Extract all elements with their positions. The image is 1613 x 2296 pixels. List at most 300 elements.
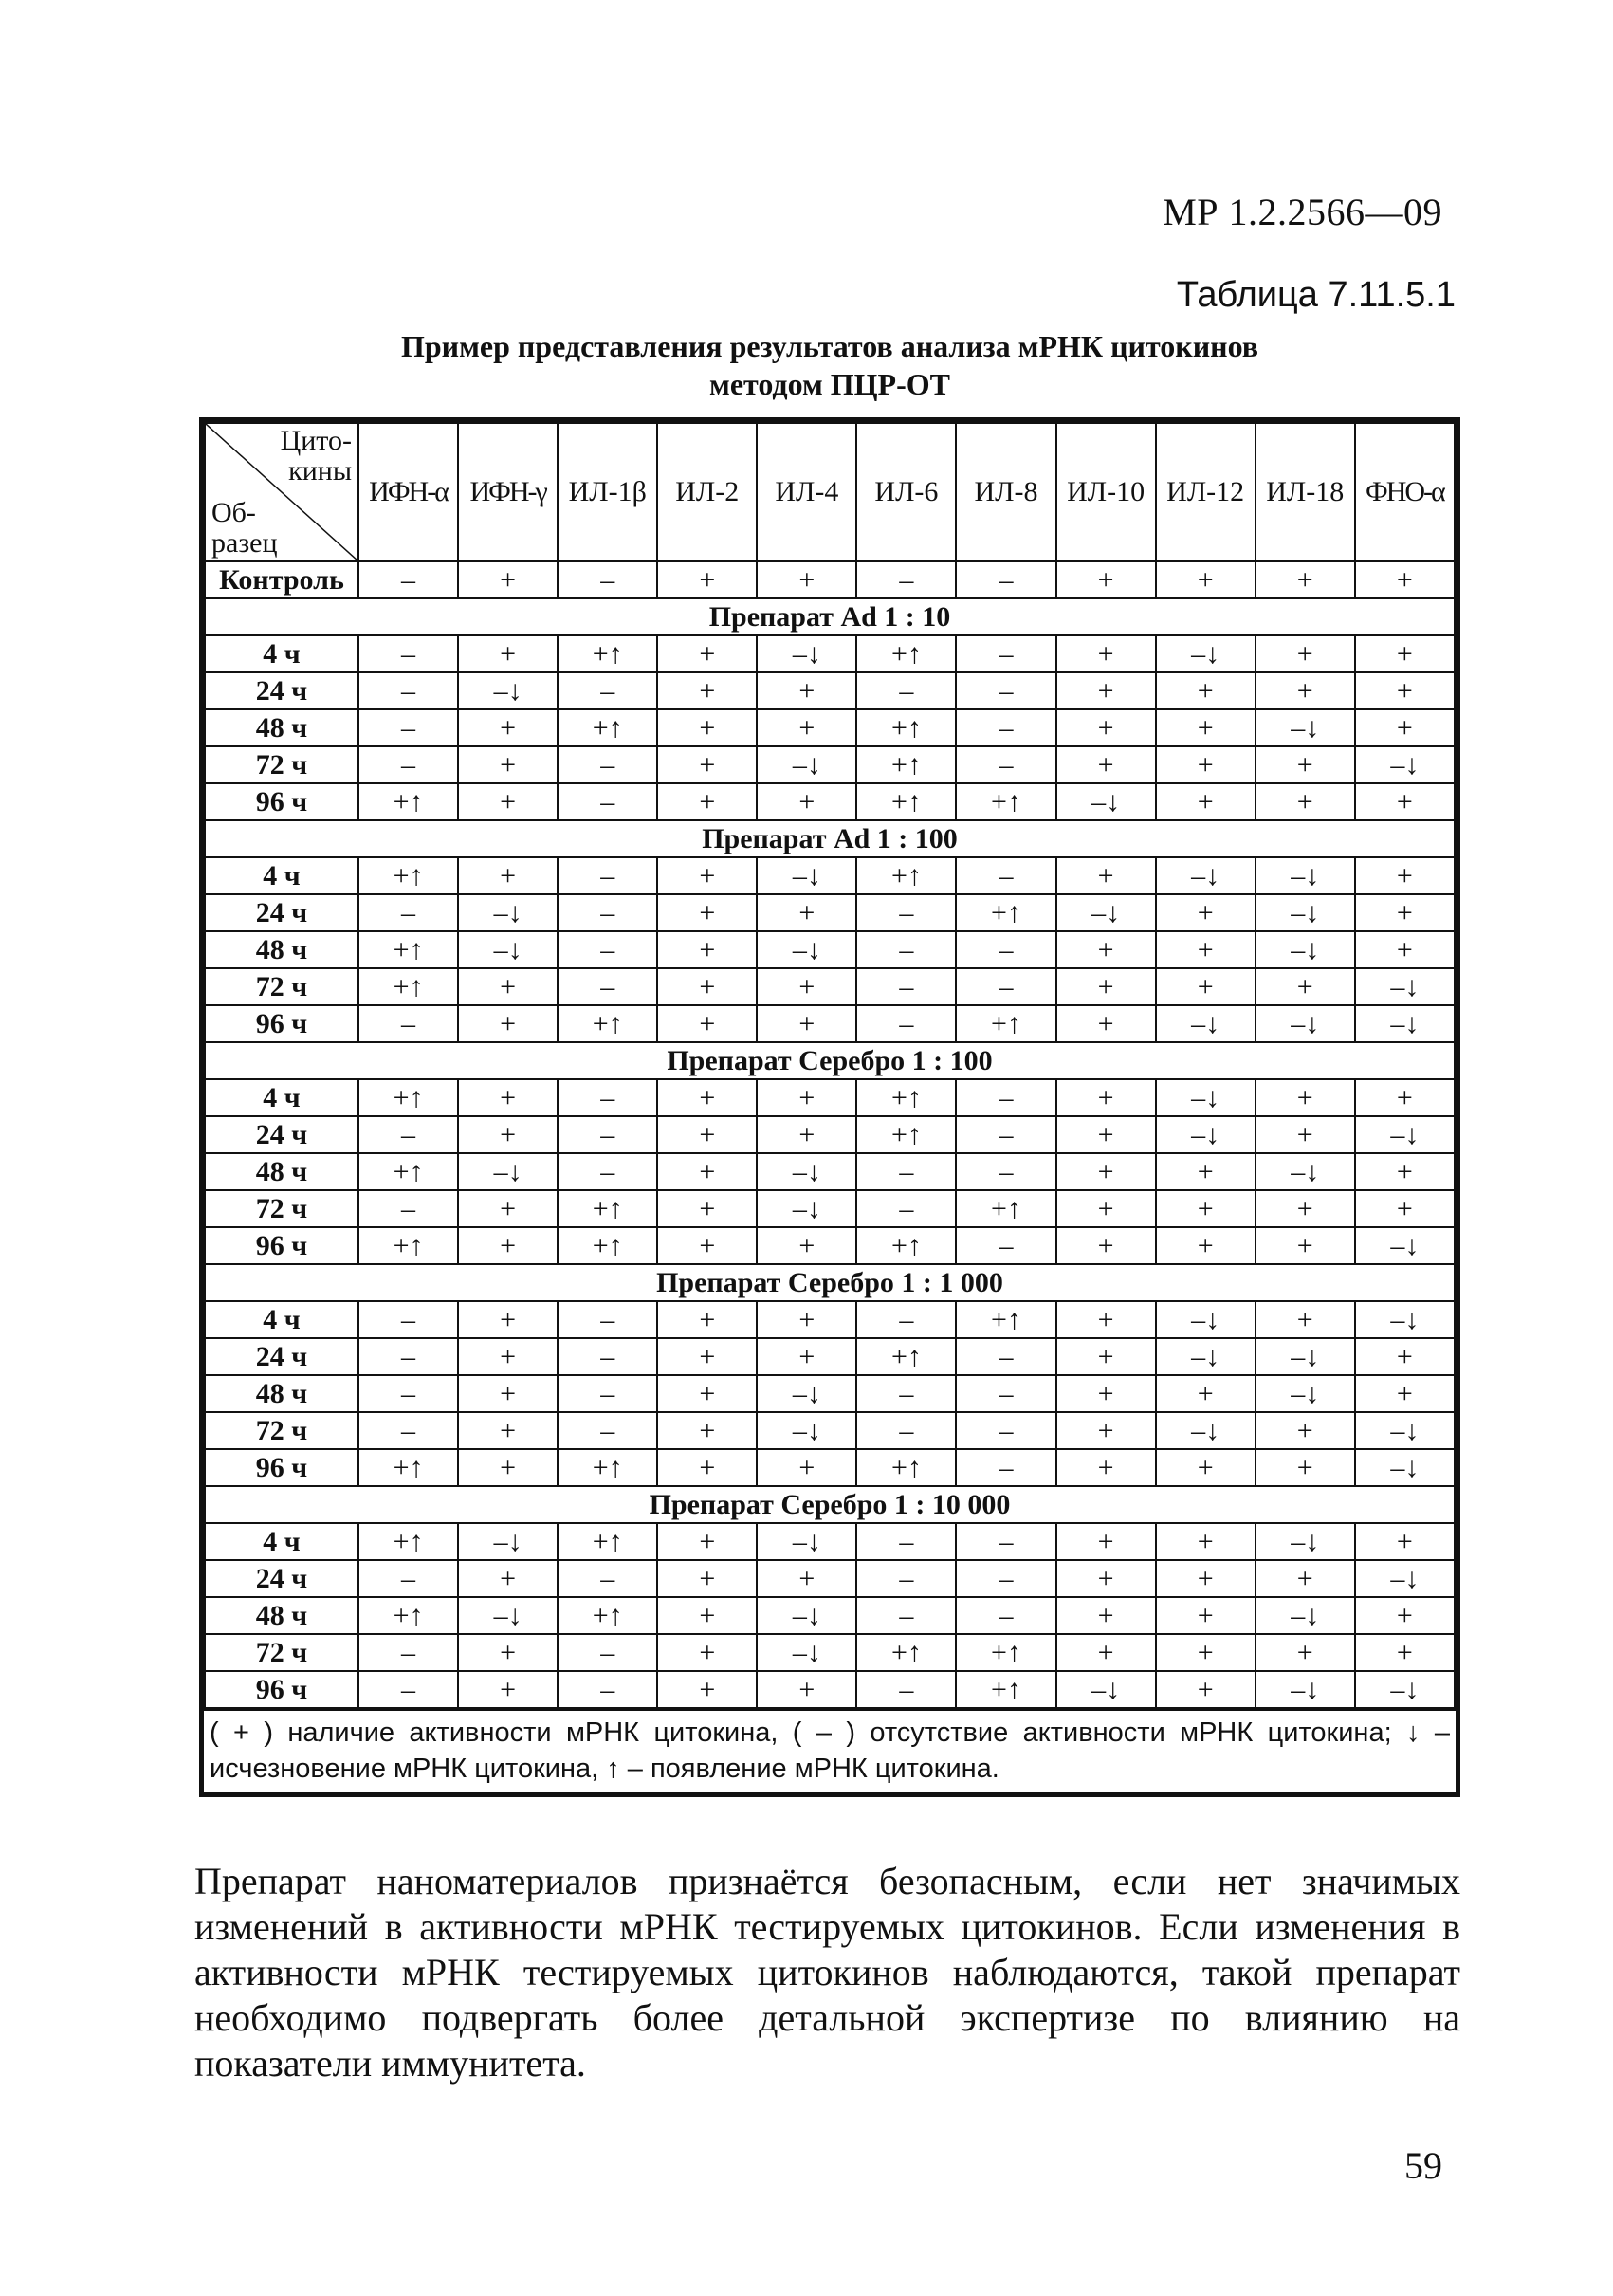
table-cell: – [856,1153,956,1190]
table-cell: + [1355,1079,1455,1116]
row-label: 48 ч [205,931,358,968]
table-cell: –↓ [1256,1153,1355,1190]
table-cell: – [956,709,1055,746]
table-cell: + [657,709,757,746]
table-cell: –↓ [1256,1671,1355,1708]
table-cell: + [1156,1523,1256,1560]
table-cell: –↓ [458,894,558,931]
table-cell: + [757,783,856,820]
row-label: 96 ч [205,783,358,820]
table-cell: + [1056,1412,1156,1449]
table-cell: +↑ [856,1338,956,1375]
table-cell: + [1156,672,1256,709]
table-cell: + [1156,709,1256,746]
table-cell: +↑ [358,1227,458,1264]
table-cell: – [856,1412,956,1449]
cytokine-data-table [204,422,1456,1709]
table-cell: + [1256,635,1355,672]
table-cell: – [558,968,657,1005]
table-cell: + [1056,1116,1156,1153]
table-cell: +↑ [956,783,1055,820]
table-cell: – [558,1560,657,1597]
table-cell: +↑ [358,1597,458,1634]
table-cell: + [757,709,856,746]
table-cell: –↓ [1256,709,1355,746]
column-header: ФНО-α [1355,423,1455,561]
table-cell: – [358,1190,458,1227]
table-row [205,857,1455,894]
table-cell: + [757,561,856,598]
table-cell: + [1355,1523,1455,1560]
table-cell: +↑ [558,1597,657,1634]
table-cell: – [358,1634,458,1671]
group-title: Препарат Ad 1 : 10 [205,598,1455,635]
table-row [205,1005,1455,1042]
table-cell: +↑ [558,1523,657,1560]
table-cell: + [757,1301,856,1338]
row-label: 48 ч [205,1375,358,1412]
table-cell: + [1156,931,1256,968]
row-label: 48 ч [205,1597,358,1634]
table-cell: – [558,894,657,931]
row-label: Контроль [205,561,358,598]
table-cell: + [458,1301,558,1338]
table-cell: + [1056,709,1156,746]
column-header: ИФН-α [358,423,458,561]
table-cell: –↓ [1256,931,1355,968]
row-label: 72 ч [205,746,358,783]
table-cell: +↑ [956,1190,1055,1227]
document-code: МР 1.2.2566—09 [1163,191,1442,233]
table-row [205,1153,1455,1190]
table-cell: +↑ [956,1671,1055,1708]
table-cell: –↓ [1156,1301,1256,1338]
table-cell: + [1355,672,1455,709]
table-cell: – [856,1301,956,1338]
table-cell: – [856,1671,956,1708]
table-cell: + [757,1560,856,1597]
row-label: 72 ч [205,1412,358,1449]
table-cell: + [1355,561,1455,598]
table-cell: –↓ [757,1597,856,1634]
table-cell: + [657,1079,757,1116]
row-label: 24 ч [205,1338,358,1375]
table-cell: – [358,746,458,783]
table-cell: – [956,1375,1055,1412]
table-cell: + [757,1116,856,1153]
table-cell: + [657,894,757,931]
table-cell: +↑ [856,635,956,672]
table-cell: + [657,746,757,783]
table-cell: + [1056,635,1156,672]
table-cell: –↓ [757,1523,856,1560]
table-cell: – [358,672,458,709]
table-cell: +↑ [856,1116,956,1153]
table-cell: +↑ [358,1153,458,1190]
table-cell: – [956,1338,1055,1375]
table-cell: + [1156,1375,1256,1412]
table-cell: + [1056,1634,1156,1671]
row-label: 96 ч [205,1449,358,1486]
table-cell: + [1156,1597,1256,1634]
table-cell: – [558,561,657,598]
table-cell: + [1256,672,1355,709]
table-cell: + [657,1005,757,1042]
table-cell: –↓ [1256,1375,1355,1412]
table-body [205,561,1455,1708]
table-cell: – [558,1671,657,1708]
table-cell: + [1256,1227,1355,1264]
table-cell: + [657,1560,757,1597]
table-cell: – [856,561,956,598]
table-cell: +↑ [558,635,657,672]
row-label: 96 ч [205,1227,358,1264]
table-cell: –↓ [1156,1412,1256,1449]
table-cell: + [1256,1116,1355,1153]
table-cell: +↑ [956,1301,1055,1338]
table-cell: +↑ [358,857,458,894]
table-cell: –↓ [757,1153,856,1190]
row-label: 24 ч [205,672,358,709]
table-cell: + [1056,857,1156,894]
table-cell: + [1156,1190,1256,1227]
table-cell: – [856,1560,956,1597]
table-row [205,635,1455,672]
table-cell: –↓ [458,1597,558,1634]
row-label: 4 ч [205,857,358,894]
corner-header-cell [205,423,358,561]
table-cell: + [757,1227,856,1264]
table-cell: + [657,857,757,894]
table-cell: – [956,968,1055,1005]
table-cell: + [757,894,856,931]
table-cell: + [458,1634,558,1671]
row-label: 96 ч [205,1005,358,1042]
table-cell: –↓ [757,857,856,894]
table-cell: – [358,709,458,746]
table-cell: – [956,746,1055,783]
table-cell: +↑ [956,894,1055,931]
table-cell: –↓ [757,1375,856,1412]
table-cell: +↑ [558,1449,657,1486]
table-cell: – [856,1190,956,1227]
table-cell: + [757,672,856,709]
row-label: 24 ч [205,894,358,931]
table-cell: – [956,857,1055,894]
table-row [205,672,1455,709]
table-cell: + [458,1671,558,1708]
table-cell: + [1355,1597,1455,1634]
table-cell: + [1056,1079,1156,1116]
table-row [205,1449,1455,1486]
table-cell: –↓ [1256,1597,1355,1634]
table-cell: + [657,1597,757,1634]
table-cell: +↑ [358,1523,458,1560]
table-cell: – [956,1560,1055,1597]
table-cell: + [458,561,558,598]
row-label: 48 ч [205,1153,358,1190]
table-title-line-2: методом ПЦР-ОТ [709,367,950,401]
table-cell: –↓ [1355,968,1455,1005]
table-cell: – [856,672,956,709]
table-cell: + [1256,1079,1355,1116]
table-cell: –↓ [757,931,856,968]
table-cell: –↓ [1156,1338,1256,1375]
table-cell: + [757,1079,856,1116]
table-cell: – [956,561,1055,598]
table-cell: + [657,672,757,709]
table-cell: – [956,1523,1055,1560]
table-cell: +↑ [856,857,956,894]
table-cell: + [657,1301,757,1338]
table-cell: –↓ [1355,746,1455,783]
table-cell: + [1056,1005,1156,1042]
table-cell: + [1355,1190,1455,1227]
table-row [205,746,1455,783]
column-header: ИЛ-10 [1056,423,1156,561]
row-label: 4 ч [205,1523,358,1560]
table-row [205,1301,1455,1338]
table-cell: + [1156,561,1256,598]
table-cell: + [1056,1301,1156,1338]
table-cell: + [657,1671,757,1708]
table-cell: – [956,1449,1055,1486]
table-row [205,1523,1455,1560]
table-cell: + [458,1375,558,1412]
table-cell: –↓ [1355,1671,1455,1708]
table-row [205,1227,1455,1264]
table-cell: +↑ [856,1227,956,1264]
table-cell: –↓ [1355,1227,1455,1264]
table-cell: – [856,931,956,968]
table-cell: + [1256,1190,1355,1227]
table-cell: –↓ [757,1634,856,1671]
table-cell: + [1355,783,1455,820]
table-cell: – [358,1412,458,1449]
table-row [205,1412,1455,1449]
table-cell: –↓ [1355,1449,1455,1486]
table-cell: – [956,1597,1055,1634]
table-cell: + [1156,746,1256,783]
table-cell: + [458,783,558,820]
table-cell: + [1256,1560,1355,1597]
table-cell: + [458,1190,558,1227]
table-cell: + [1156,1634,1256,1671]
table-cell: – [856,1523,956,1560]
cytokine-table [199,417,1460,1797]
table-cell: +↑ [558,1227,657,1264]
table-cell: + [657,1375,757,1412]
table-row [205,709,1455,746]
table-cell: + [757,968,856,1005]
table-cell: –↓ [458,1523,558,1560]
table-cell: –↓ [1056,783,1156,820]
table-cell: + [1256,968,1355,1005]
table-cell: + [1056,1375,1156,1412]
table-cell: + [458,968,558,1005]
table-cell: +↑ [558,1005,657,1042]
table-cell: + [1056,672,1156,709]
table-cell: + [757,1671,856,1708]
table-cell: –↓ [1355,1005,1455,1042]
table-cell: + [1355,709,1455,746]
table-cell: – [558,1079,657,1116]
table-cell: + [1256,1412,1355,1449]
table-cell: –↓ [458,1153,558,1190]
table-cell: + [458,709,558,746]
table-cell: + [1056,1449,1156,1486]
table-cell: – [558,857,657,894]
table-cell: +↑ [956,1634,1055,1671]
table-cell: + [458,1338,558,1375]
table-cell: + [1256,1634,1355,1671]
table-cell: + [458,635,558,672]
column-header: ИЛ-2 [657,423,757,561]
table-cell: –↓ [1355,1301,1455,1338]
table-cell: –↓ [1056,894,1156,931]
table-row [205,1338,1455,1375]
table-cell: + [657,1634,757,1671]
table-row [205,1079,1455,1116]
group-title: Препарат Серебро 1 : 1 000 [205,1264,1455,1301]
table-cell: –↓ [1355,1560,1455,1597]
table-cell: + [1056,1560,1156,1597]
table-cell: + [757,1449,856,1486]
table-cell: +↑ [358,968,458,1005]
corner-label-sample: Об- разец [211,497,278,559]
table-cell: –↓ [1256,1523,1355,1560]
group-header-row [205,820,1455,857]
table-cell: + [657,1412,757,1449]
table-cell: – [956,1227,1055,1264]
table-cell: + [1156,783,1256,820]
table-cell: + [657,561,757,598]
table-cell: –↓ [458,931,558,968]
column-header: ИЛ-8 [956,423,1055,561]
table-cell: +↑ [358,931,458,968]
table-cell: +↑ [856,1449,956,1486]
table-cell: + [657,1190,757,1227]
group-header-row [205,1264,1455,1301]
row-label: 72 ч [205,1190,358,1227]
table-cell: – [558,1153,657,1190]
table-cell: – [358,561,458,598]
table-row [205,1375,1455,1412]
table-cell: – [956,931,1055,968]
table-cell: –↓ [1256,1338,1355,1375]
body-paragraph: Препарат наноматериалов признаётся безопасным, если нет значимых изменений в активности мРНК тестируемых цитокинов. Если изменения в активности мРНК тестируемых цитокинов наблюдаются, такой препарат необходимо подвергать более детальной экспертизе по влиянию на показатели иммунитета. [194,1860,1460,2085]
table-cell: – [558,783,657,820]
table-cell: + [458,1005,558,1042]
table-cell: – [358,894,458,931]
table-cell: + [1056,1597,1156,1634]
table-cell: –↓ [757,746,856,783]
table-cell: –↓ [1056,1671,1156,1708]
group-header-row [205,1042,1455,1079]
table-cell: – [856,1005,956,1042]
table-row [205,1190,1455,1227]
table-cell: –↓ [1156,635,1256,672]
table-cell: –↓ [1156,1005,1256,1042]
table-cell: + [458,1227,558,1264]
page-number: 59 [1404,2144,1442,2187]
table-cell: –↓ [1256,1005,1355,1042]
table-cell: –↓ [757,1412,856,1449]
row-label: 96 ч [205,1671,358,1708]
table-cell: + [657,1523,757,1560]
table-row [205,931,1455,968]
table-cell: – [558,1412,657,1449]
table-cell: – [856,1375,956,1412]
table-cell: + [1256,1301,1355,1338]
table-cell: –↓ [1355,1116,1455,1153]
table-cell: – [558,1634,657,1671]
group-title: Препарат Серебро 1 : 10 000 [205,1486,1455,1523]
table-title-line-1: Пример представления результатов анализа мРНК цитокинов [400,329,1259,363]
row-label: 4 ч [205,635,358,672]
table-cell: –↓ [1156,1116,1256,1153]
table-cell: + [1056,1338,1156,1375]
table-header-row [205,423,1455,561]
table-cell: – [358,1375,458,1412]
table-cell: +↑ [856,783,956,820]
table-row [205,783,1455,820]
table-cell: + [1355,857,1455,894]
group-header-row [205,598,1455,635]
table-cell: +↑ [558,1190,657,1227]
table-cell: –↓ [757,1190,856,1227]
table-cell: + [657,635,757,672]
table-cell: + [657,1338,757,1375]
table-cell: + [1156,968,1256,1005]
table-cell: –↓ [757,635,856,672]
column-header: ИЛ-6 [856,423,956,561]
table-cell: +↑ [956,1005,1055,1042]
row-label: 4 ч [205,1079,358,1116]
table-cell: – [358,1116,458,1153]
table-cell: – [358,1338,458,1375]
table-cell: –↓ [1256,857,1355,894]
table-cell: – [558,1375,657,1412]
column-header: ИЛ-4 [757,423,856,561]
table-cell: – [956,1079,1055,1116]
table-legend: ( + ) наличие активности мРНК цитокина, ( – ) отсутствие активности мРНК цитокина; ↓ – исчезновение мРНК цитокина, ↑ – появление мРНК цитокина. [204,1709,1456,1792]
table-cell: –↓ [458,672,558,709]
table-cell: + [1355,894,1455,931]
corner-label-cytokines: Цито- кины [280,425,352,487]
table-cell: + [1355,1634,1455,1671]
table-cell: + [1156,1227,1256,1264]
table-cell: – [856,1597,956,1634]
column-header: ИЛ-12 [1156,423,1256,561]
table-cell: –↓ [1355,1412,1455,1449]
table-cell: – [956,1412,1055,1449]
table-cell: + [1156,1671,1256,1708]
table-cell: +↑ [358,1449,458,1486]
table-cell: – [358,1301,458,1338]
row-label: 24 ч [205,1560,358,1597]
table-cell: + [458,1116,558,1153]
table-cell: + [1355,1153,1455,1190]
table-cell: + [1355,931,1455,968]
row-label: 72 ч [205,1634,358,1671]
table-cell: –↓ [1156,1079,1256,1116]
table-cell: + [1156,894,1256,931]
table-cell: + [657,1116,757,1153]
column-header: ИЛ-1β [558,423,657,561]
table-cell: + [1355,635,1455,672]
table-number: Таблица 7.11.5.1 [1176,275,1456,315]
